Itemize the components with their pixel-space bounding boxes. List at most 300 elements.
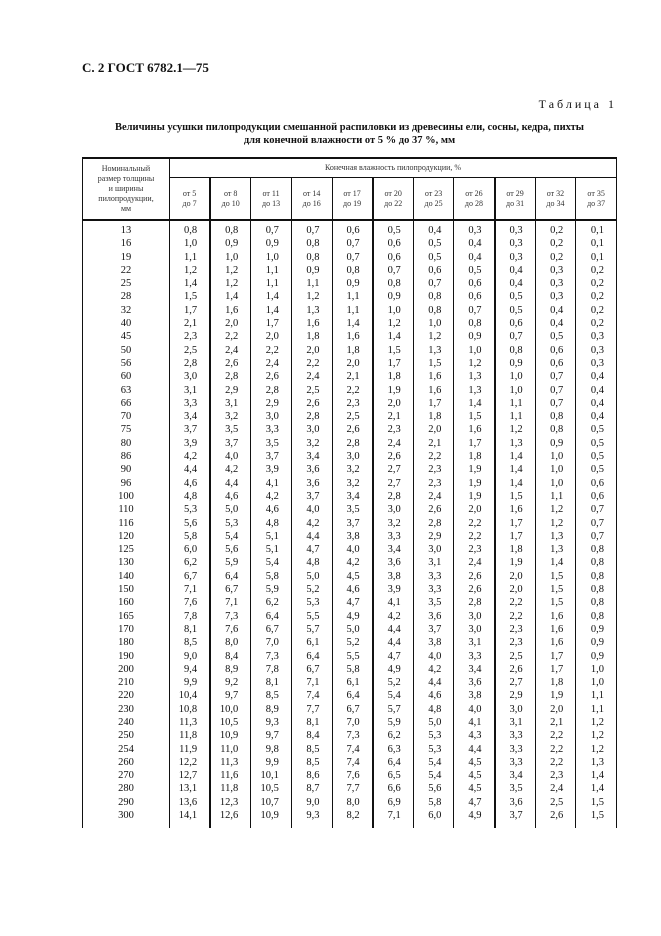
- table-row: [83, 556, 617, 569]
- shrinkage-cell: 7,8: [170, 610, 211, 623]
- shrinkage-cell: 8,4: [291, 729, 332, 742]
- shrinkage-cell: 2,6: [210, 357, 251, 370]
- shrinkage-cell: 2,0: [332, 357, 373, 370]
- shrinkage-cell: 0,9: [210, 237, 251, 250]
- shrinkage-cell: 0,4: [535, 304, 576, 317]
- shrinkage-cell: 5,3: [210, 517, 251, 530]
- shrinkage-cell: 4,7: [291, 543, 332, 556]
- shrinkage-cell: 2,6: [454, 570, 495, 583]
- shrinkage-cell: 7,6: [210, 623, 251, 636]
- shrinkage-cell: 1,5: [454, 410, 495, 423]
- shrinkage-cell: 0,7: [495, 330, 536, 343]
- shrinkage-cell: 3,3: [251, 423, 292, 436]
- shrinkage-cell: 1,1: [495, 397, 536, 410]
- shrinkage-cell: 2,8: [332, 437, 373, 450]
- shrinkage-cell: 2,3: [373, 423, 414, 436]
- shrinkage-cell: 0,1: [576, 220, 617, 237]
- shrinkage-cell: 3,0: [251, 410, 292, 423]
- shrinkage-cell: 6,4: [291, 650, 332, 663]
- shrinkage-cell: 5,5: [291, 610, 332, 623]
- size-cell: 220: [83, 689, 170, 702]
- shrinkage-cell: 5,4: [413, 769, 454, 782]
- shrinkage-cell: 5,6: [413, 782, 454, 795]
- shrinkage-cell: 2,7: [373, 463, 414, 476]
- shrinkage-cell: 1,2: [454, 357, 495, 370]
- shrinkage-cell: 0,8: [413, 304, 454, 317]
- shrinkage-cell: 0,6: [495, 317, 536, 330]
- size-cell: 66: [83, 397, 170, 410]
- shrinkage-cell: 0,8: [413, 290, 454, 303]
- shrinkage-cell: 2,0: [535, 703, 576, 716]
- shrinkage-cell: 2,3: [413, 477, 454, 490]
- shrinkage-cell: 10,5: [251, 782, 292, 795]
- shrinkage-cell: 0,7: [576, 517, 617, 530]
- shrinkage-cell: 1,7: [454, 437, 495, 450]
- shrinkage-cell: 12,3: [210, 796, 251, 809]
- shrinkage-cell: 0,6: [373, 237, 414, 250]
- shrinkage-cell: 0,7: [535, 370, 576, 383]
- shrinkage-cell: 1,6: [495, 503, 536, 516]
- shrinkage-cell: 0,4: [454, 237, 495, 250]
- shrinkage-cell: 2,8: [454, 596, 495, 609]
- shrinkage-cell: 8,9: [210, 663, 251, 676]
- shrinkage-table: [82, 157, 617, 828]
- shrinkage-cell: 6,4: [210, 570, 251, 583]
- size-cell: 200: [83, 663, 170, 676]
- range-header-line: до 13: [262, 198, 281, 208]
- shrinkage-cell: 8,0: [332, 796, 373, 809]
- shrinkage-cell: 12,6: [210, 809, 251, 828]
- shrinkage-cell: 1,0: [535, 477, 576, 490]
- size-header-line: и ширины: [108, 184, 144, 193]
- table-row: [83, 689, 617, 702]
- shrinkage-cell: 2,9: [413, 530, 454, 543]
- table-row: [83, 756, 617, 769]
- size-cell: 250: [83, 729, 170, 742]
- shrinkage-cell: 11,3: [170, 716, 211, 729]
- shrinkage-cell: 0,5: [454, 264, 495, 277]
- shrinkage-cell: 2,0: [251, 330, 292, 343]
- shrinkage-cell: 4,0: [454, 703, 495, 716]
- shrinkage-cell: 9,7: [210, 689, 251, 702]
- shrinkage-cell: 1,5: [373, 344, 414, 357]
- shrinkage-cell: 0,9: [454, 330, 495, 343]
- range-header-5: [332, 178, 373, 220]
- shrinkage-cell: 0,6: [535, 344, 576, 357]
- shrinkage-cell: 0,7: [535, 384, 576, 397]
- shrinkage-cell: 4,0: [210, 450, 251, 463]
- shrinkage-cell: 6,0: [170, 543, 211, 556]
- shrinkage-cell: 4,4: [454, 743, 495, 756]
- shrinkage-cell: 1,0: [495, 384, 536, 397]
- shrinkage-cell: 2,6: [413, 503, 454, 516]
- shrinkage-cell: 4,6: [170, 477, 211, 490]
- shrinkage-cell: 1,4: [495, 463, 536, 476]
- shrinkage-cell: 3,0: [291, 423, 332, 436]
- size-cell: 32: [83, 304, 170, 317]
- shrinkage-cell: 0,9: [373, 290, 414, 303]
- shrinkage-cell: 3,7: [210, 437, 251, 450]
- shrinkage-cell: 0,1: [576, 237, 617, 250]
- size-cell: 60: [83, 370, 170, 383]
- shrinkage-cell: 3,3: [495, 729, 536, 742]
- shrinkage-cell: 9,2: [210, 676, 251, 689]
- shrinkage-cell: 4,7: [454, 796, 495, 809]
- shrinkage-cell: 5,4: [210, 530, 251, 543]
- shrinkage-cell: 9,3: [291, 809, 332, 828]
- shrinkage-cell: 0,9: [251, 237, 292, 250]
- shrinkage-cell: 3,2: [291, 437, 332, 450]
- shrinkage-cell: 3,8: [454, 689, 495, 702]
- table-row: [83, 796, 617, 809]
- shrinkage-cell: 2,4: [454, 556, 495, 569]
- shrinkage-cell: 3,7: [170, 423, 211, 436]
- shrinkage-cell: 10,0: [210, 703, 251, 716]
- shrinkage-cell: 6,2: [373, 729, 414, 742]
- shrinkage-cell: 2,5: [291, 384, 332, 397]
- shrinkage-cell: 5,9: [210, 556, 251, 569]
- shrinkage-cell: 2,2: [535, 756, 576, 769]
- shrinkage-cell: 3,6: [413, 610, 454, 623]
- shrinkage-cell: 6,3: [373, 743, 414, 756]
- shrinkage-cell: 0,3: [454, 220, 495, 237]
- shrinkage-cell: 7,8: [251, 663, 292, 676]
- shrinkage-cell: 4,2: [332, 556, 373, 569]
- shrinkage-cell: 1,5: [535, 570, 576, 583]
- shrinkage-cell: 4,4: [210, 477, 251, 490]
- shrinkage-cell: 2,2: [332, 384, 373, 397]
- shrinkage-cell: 5,1: [251, 543, 292, 556]
- shrinkage-cell: 1,4: [535, 556, 576, 569]
- shrinkage-cell: 1,0: [210, 251, 251, 264]
- shrinkage-cell: 2,5: [170, 344, 211, 357]
- shrinkage-cell: 3,5: [332, 503, 373, 516]
- shrinkage-cell: 0,7: [373, 264, 414, 277]
- size-cell: 170: [83, 623, 170, 636]
- shrinkage-cell: 0,6: [576, 477, 617, 490]
- table-row: [83, 703, 617, 716]
- shrinkage-cell: 6,5: [373, 769, 414, 782]
- size-cell: 180: [83, 636, 170, 649]
- size-header-line: размер толщины: [97, 174, 155, 183]
- shrinkage-cell: 3,6: [373, 556, 414, 569]
- shrinkage-cell: 2,8: [210, 370, 251, 383]
- shrinkage-cell: 10,5: [210, 716, 251, 729]
- shrinkage-cell: 6,4: [332, 689, 373, 702]
- shrinkage-cell: 8,9: [251, 703, 292, 716]
- range-header-6: [373, 178, 414, 220]
- shrinkage-cell: 1,4: [454, 397, 495, 410]
- shrinkage-cell: 12,7: [170, 769, 211, 782]
- size-cell: 86: [83, 450, 170, 463]
- shrinkage-cell: 3,6: [495, 796, 536, 809]
- shrinkage-cell: 1,5: [535, 596, 576, 609]
- size-header-line: пилопродукции,: [98, 194, 154, 203]
- shrinkage-cell: 11,0: [210, 743, 251, 756]
- shrinkage-cell: 9,9: [251, 756, 292, 769]
- shrinkage-cell: 5,8: [332, 663, 373, 676]
- shrinkage-cell: 8,1: [170, 623, 211, 636]
- shrinkage-cell: 1,1: [251, 277, 292, 290]
- shrinkage-cell: 0,8: [495, 344, 536, 357]
- shrinkage-cell: 0,4: [576, 370, 617, 383]
- shrinkage-cell: 5,4: [251, 556, 292, 569]
- shrinkage-cell: 0,5: [576, 463, 617, 476]
- size-cell: 125: [83, 543, 170, 556]
- shrinkage-cell: 2,2: [454, 517, 495, 530]
- shrinkage-cell: 1,7: [535, 663, 576, 676]
- shrinkage-cell: 2,2: [291, 357, 332, 370]
- range-header-line: до 16: [302, 198, 321, 208]
- shrinkage-cell: 9,0: [291, 796, 332, 809]
- shrinkage-cell: 2,6: [291, 397, 332, 410]
- shrinkage-cell: 3,3: [413, 583, 454, 596]
- shrinkage-cell: 1,5: [495, 490, 536, 503]
- shrinkage-cell: 0,7: [535, 397, 576, 410]
- table-row: [83, 782, 617, 795]
- shrinkage-cell: 0,9: [535, 437, 576, 450]
- shrinkage-cell: 1,8: [291, 330, 332, 343]
- shrinkage-cell: 4,4: [373, 636, 414, 649]
- shrinkage-cell: 5,2: [291, 583, 332, 596]
- shrinkage-cell: 2,1: [373, 410, 414, 423]
- moisture-group-header: Конечная влажность пилопродукции, %: [170, 158, 617, 178]
- shrinkage-cell: 5,4: [373, 689, 414, 702]
- shrinkage-cell: 5,3: [413, 729, 454, 742]
- shrinkage-cell: 0,2: [576, 317, 617, 330]
- shrinkage-cell: 2,5: [535, 796, 576, 809]
- shrinkage-cell: 7,4: [332, 743, 373, 756]
- shrinkage-cell: 3,8: [373, 570, 414, 583]
- size-cell: 40: [83, 317, 170, 330]
- shrinkage-cell: 0,5: [576, 423, 617, 436]
- shrinkage-cell: 1,5: [170, 290, 211, 303]
- shrinkage-cell: 1,0: [413, 317, 454, 330]
- shrinkage-cell: 2,1: [413, 437, 454, 450]
- shrinkage-cell: 2,1: [332, 370, 373, 383]
- size-cell: 22: [83, 264, 170, 277]
- shrinkage-cell: 8,1: [291, 716, 332, 729]
- shrinkage-cell: 0,6: [373, 251, 414, 264]
- shrinkage-cell: 4,3: [454, 729, 495, 742]
- table-row: [83, 450, 617, 463]
- shrinkage-cell: 1,4: [373, 330, 414, 343]
- range-header-10: [535, 178, 576, 220]
- shrinkage-cell: 5,9: [373, 716, 414, 729]
- shrinkage-cell: 0,7: [251, 220, 292, 237]
- shrinkage-cell: 3,0: [454, 610, 495, 623]
- size-cell: 270: [83, 769, 170, 782]
- shrinkage-cell: 1,7: [535, 650, 576, 663]
- page-header: С. 2 ГОСТ 6782.1—75: [82, 60, 209, 75]
- shrinkage-cell: 1,7: [413, 397, 454, 410]
- shrinkage-cell: 1,0: [576, 663, 617, 676]
- shrinkage-cell: 5,3: [291, 596, 332, 609]
- shrinkage-cell: 1,1: [576, 703, 617, 716]
- shrinkage-cell: 2,2: [251, 344, 292, 357]
- range-header-line: до 31: [506, 198, 525, 208]
- shrinkage-cell: 0,2: [576, 290, 617, 303]
- shrinkage-cell: 1,0: [535, 450, 576, 463]
- shrinkage-cell: 7,4: [332, 756, 373, 769]
- shrinkage-cell: 0,4: [495, 264, 536, 277]
- shrinkage-cell: 3,5: [210, 423, 251, 436]
- table-row: [83, 290, 617, 303]
- shrinkage-cell: 6,1: [332, 676, 373, 689]
- shrinkage-cell: 3,5: [251, 437, 292, 450]
- table-row: [83, 490, 617, 503]
- shrinkage-cell: 11,8: [170, 729, 211, 742]
- shrinkage-cell: 3,1: [495, 716, 536, 729]
- range-header-9: [495, 178, 536, 220]
- shrinkage-cell: 6,4: [373, 756, 414, 769]
- size-column-header: [83, 158, 170, 220]
- size-cell: 19: [83, 251, 170, 264]
- shrinkage-cell: 1,4: [170, 277, 211, 290]
- shrinkage-cell: 1,6: [332, 330, 373, 343]
- shrinkage-cell: 1,0: [373, 304, 414, 317]
- shrinkage-cell: 3,8: [413, 636, 454, 649]
- shrinkage-cell: 2,0: [495, 570, 536, 583]
- shrinkage-cell: 13,1: [170, 782, 211, 795]
- shrinkage-cell: 3,0: [413, 543, 454, 556]
- shrinkage-cell: 5,8: [251, 570, 292, 583]
- table-row: [83, 809, 617, 828]
- shrinkage-cell: 8,5: [251, 689, 292, 702]
- shrinkage-cell: 6,7: [251, 623, 292, 636]
- shrinkage-cell: 10,9: [210, 729, 251, 742]
- shrinkage-cell: 6,0: [413, 809, 454, 828]
- shrinkage-cell: 1,8: [535, 676, 576, 689]
- shrinkage-cell: 1,2: [535, 517, 576, 530]
- shrinkage-cell: 0,7: [454, 304, 495, 317]
- shrinkage-cell: 2,4: [251, 357, 292, 370]
- shrinkage-cell: 0,4: [576, 397, 617, 410]
- shrinkage-cell: 0,6: [454, 290, 495, 303]
- shrinkage-cell: 2,8: [291, 410, 332, 423]
- shrinkage-cell: 2,3: [495, 623, 536, 636]
- shrinkage-cell: 3,7: [251, 450, 292, 463]
- shrinkage-cell: 11,9: [170, 743, 211, 756]
- shrinkage-cell: 5,0: [413, 716, 454, 729]
- shrinkage-cell: 2,4: [413, 490, 454, 503]
- shrinkage-cell: 0,8: [210, 220, 251, 237]
- shrinkage-cell: 6,7: [332, 703, 373, 716]
- range-header-8: [454, 178, 495, 220]
- shrinkage-cell: 2,2: [535, 743, 576, 756]
- table-label: Таблица 1: [538, 97, 617, 111]
- shrinkage-cell: 4,2: [291, 517, 332, 530]
- shrinkage-cell: 10,1: [251, 769, 292, 782]
- shrinkage-cell: 0,8: [291, 251, 332, 264]
- size-cell: 290: [83, 796, 170, 809]
- size-cell: 90: [83, 463, 170, 476]
- shrinkage-cell: 0,8: [576, 583, 617, 596]
- shrinkage-cell: 0,3: [535, 264, 576, 277]
- shrinkage-cell: 2,9: [495, 689, 536, 702]
- size-cell: 96: [83, 477, 170, 490]
- shrinkage-cell: 2,6: [535, 809, 576, 828]
- shrinkage-cell: 2,6: [495, 663, 536, 676]
- shrinkage-cell: 5,7: [291, 623, 332, 636]
- table-title-line-1: Величины усушки пилопродукции смешанной распиловки из древесины ели, сосны, кедра, пихты: [114, 122, 584, 133]
- shrinkage-cell: 1,1: [535, 490, 576, 503]
- shrinkage-cell: 1,0: [576, 676, 617, 689]
- table-row: [83, 663, 617, 676]
- shrinkage-cell: 7,1: [210, 596, 251, 609]
- shrinkage-cell: 4,9: [332, 610, 373, 623]
- size-cell: 280: [83, 782, 170, 795]
- shrinkage-cell: 3,0: [332, 450, 373, 463]
- shrinkage-cell: 0,9: [576, 636, 617, 649]
- shrinkage-cell: 3,2: [332, 477, 373, 490]
- shrinkage-cell: 2,1: [535, 716, 576, 729]
- shrinkage-cell: 1,3: [535, 543, 576, 556]
- shrinkage-cell: 7,4: [291, 689, 332, 702]
- shrinkage-cell: 4,5: [454, 769, 495, 782]
- shrinkage-cell: 0,4: [576, 384, 617, 397]
- shrinkage-cell: 4,6: [332, 583, 373, 596]
- table-row: [83, 743, 617, 756]
- shrinkage-cell: 0,7: [576, 530, 617, 543]
- shrinkage-cell: 7,1: [373, 809, 414, 828]
- shrinkage-cell: 0,3: [535, 290, 576, 303]
- shrinkage-cell: 1,2: [576, 729, 617, 742]
- shrinkage-cell: 3,4: [454, 663, 495, 676]
- shrinkage-cell: 1,1: [495, 410, 536, 423]
- table-row: [83, 676, 617, 689]
- range-header-line: до 34: [546, 198, 565, 208]
- range-header-line: от 32: [546, 188, 565, 198]
- range-header-7: [413, 178, 454, 220]
- table-row: [83, 220, 617, 237]
- size-cell: 110: [83, 503, 170, 516]
- size-cell: 16: [83, 237, 170, 250]
- size-cell: 116: [83, 517, 170, 530]
- range-header-line: до 19: [343, 198, 362, 208]
- shrinkage-cell: 1,7: [251, 317, 292, 330]
- shrinkage-cell: 1,4: [251, 304, 292, 317]
- range-header-line: от 8: [223, 188, 238, 198]
- shrinkage-cell: 0,5: [373, 220, 414, 237]
- shrinkage-cell: 0,8: [454, 317, 495, 330]
- shrinkage-cell: 3,7: [332, 517, 373, 530]
- shrinkage-cell: 5,9: [251, 583, 292, 596]
- shrinkage-cell: 4,4: [413, 676, 454, 689]
- size-cell: 50: [83, 344, 170, 357]
- range-header-line: до 7: [182, 198, 197, 208]
- shrinkage-cell: 3,9: [170, 437, 211, 450]
- table-row: [83, 410, 617, 423]
- size-cell: 100: [83, 490, 170, 503]
- shrinkage-cell: 3,1: [170, 384, 211, 397]
- shrinkage-cell: 1,2: [576, 743, 617, 756]
- table-row: [83, 437, 617, 450]
- range-header-line: от 29: [506, 188, 524, 198]
- shrinkage-cell: 0,7: [332, 251, 373, 264]
- shrinkage-cell: 6,1: [291, 636, 332, 649]
- shrinkage-cell: 7,6: [170, 596, 211, 609]
- shrinkage-cell: 0,5: [413, 251, 454, 264]
- shrinkage-cell: 2,0: [495, 583, 536, 596]
- shrinkage-cell: 0,5: [576, 450, 617, 463]
- shrinkage-cell: 0,5: [576, 437, 617, 450]
- shrinkage-cell: 0,8: [332, 264, 373, 277]
- shrinkage-cell: 6,2: [170, 556, 211, 569]
- table-row: [83, 503, 617, 516]
- table-row: [83, 370, 617, 383]
- shrinkage-cell: 1,8: [413, 410, 454, 423]
